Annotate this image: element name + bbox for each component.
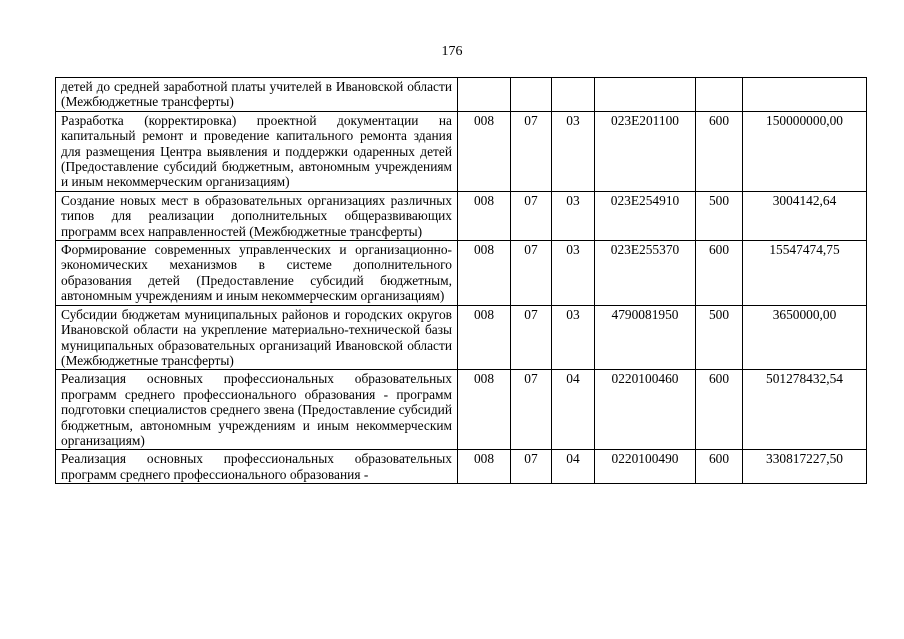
table-row bbox=[56, 370, 867, 450]
description-cell: Субсидии бюджетам муниципальных районов и городских округов Ивановской области на укрепление материально-технической базы муниципальных образовательных организаций Ивановской области (Межбюджетные трансферты) bbox=[56, 305, 458, 370]
subsection-code-cell bbox=[552, 78, 595, 112]
target-article-cell: 023E254910 bbox=[595, 191, 696, 240]
section-code-cell: 07 bbox=[511, 305, 552, 370]
table-row bbox=[56, 191, 867, 240]
target-article-cell: 0220100490 bbox=[595, 450, 696, 484]
ministry-code-cell: 008 bbox=[458, 111, 511, 191]
description-cell: Реализация основных профессиональных образовательных программ среднего профессионального образования - bbox=[56, 450, 458, 484]
subsection-code-cell: 03 bbox=[552, 111, 595, 191]
expense-type-cell bbox=[696, 78, 743, 112]
section-code-cell: 07 bbox=[511, 111, 552, 191]
subsection-code-cell: 03 bbox=[552, 305, 595, 370]
description-cell: Формирование современных управленческих и организационно-экономических механизмов в системе дополнительного образования детей (Предоставление субсидий бюджетным, автономным учреждениям и иным некоммерческим организациям) bbox=[56, 241, 458, 306]
description-cell: Разработка (корректировка) проектной документации на капитальный ремонт и проведение капитального ремонта здания для размещения Центра выявления и поддержки одаренных детей (Предоставление субсидий бюджетным, автономным учреждениям и иным некоммерческим организациям) bbox=[56, 111, 458, 191]
subsection-code-cell: 03 bbox=[552, 191, 595, 240]
amount-cell: 150000000,00 bbox=[743, 111, 867, 191]
description-cell: Создание новых мест в образовательных организациях различных типов для реализации дополнительных общеразвивающих программ всех направленностей (Межбюджетные трансферты) bbox=[56, 191, 458, 240]
target-article-cell: 023E201100 bbox=[595, 111, 696, 191]
expense-type-cell: 500 bbox=[696, 191, 743, 240]
amount-cell: 501278432,54 bbox=[743, 370, 867, 450]
ministry-code-cell: 008 bbox=[458, 241, 511, 306]
ministry-code-cell: 008 bbox=[458, 370, 511, 450]
subsection-code-cell: 03 bbox=[552, 241, 595, 306]
amount-cell: 330817227,50 bbox=[743, 450, 867, 484]
table-row bbox=[56, 305, 867, 370]
page-number: 176 bbox=[441, 44, 463, 59]
description-cell: Реализация основных профессиональных образовательных программ среднего профессионального образования - программ подготовки специалистов среднего звена (Предоставление субсидий бюджетным, автономным учреждениям и иным некоммерческим организациям) bbox=[56, 370, 458, 450]
expense-type-cell: 600 bbox=[696, 241, 743, 306]
table-row bbox=[56, 450, 867, 484]
ministry-code-cell: 008 bbox=[458, 305, 511, 370]
expense-type-cell: 600 bbox=[696, 450, 743, 484]
section-code-cell: 07 bbox=[511, 450, 552, 484]
amount-cell: 3004142,64 bbox=[743, 191, 867, 240]
table-row bbox=[56, 241, 867, 306]
amount-cell bbox=[743, 78, 867, 112]
table-row bbox=[56, 78, 867, 112]
target-article-cell: 023E255370 bbox=[595, 241, 696, 306]
amount-cell: 15547474,75 bbox=[743, 241, 867, 306]
ministry-code-cell: 008 bbox=[458, 450, 511, 484]
target-article-cell bbox=[595, 78, 696, 112]
expense-type-cell: 600 bbox=[696, 111, 743, 191]
ministry-code-cell: 008 bbox=[458, 191, 511, 240]
target-article-cell: 4790081950 bbox=[595, 305, 696, 370]
description-cell: детей до средней заработной платы учителей в Ивановской области (Межбюджетные трансферты) bbox=[56, 78, 458, 112]
subsection-code-cell: 04 bbox=[552, 370, 595, 450]
amount-cell: 3650000,00 bbox=[743, 305, 867, 370]
section-code-cell bbox=[511, 78, 552, 112]
budget-table bbox=[55, 77, 867, 484]
table-row bbox=[56, 111, 867, 191]
section-code-cell: 07 bbox=[511, 370, 552, 450]
subsection-code-cell: 04 bbox=[552, 450, 595, 484]
expense-type-cell: 600 bbox=[696, 370, 743, 450]
ministry-code-cell bbox=[458, 78, 511, 112]
section-code-cell: 07 bbox=[511, 191, 552, 240]
section-code-cell: 07 bbox=[511, 241, 552, 306]
expense-type-cell: 500 bbox=[696, 305, 743, 370]
target-article-cell: 0220100460 bbox=[595, 370, 696, 450]
